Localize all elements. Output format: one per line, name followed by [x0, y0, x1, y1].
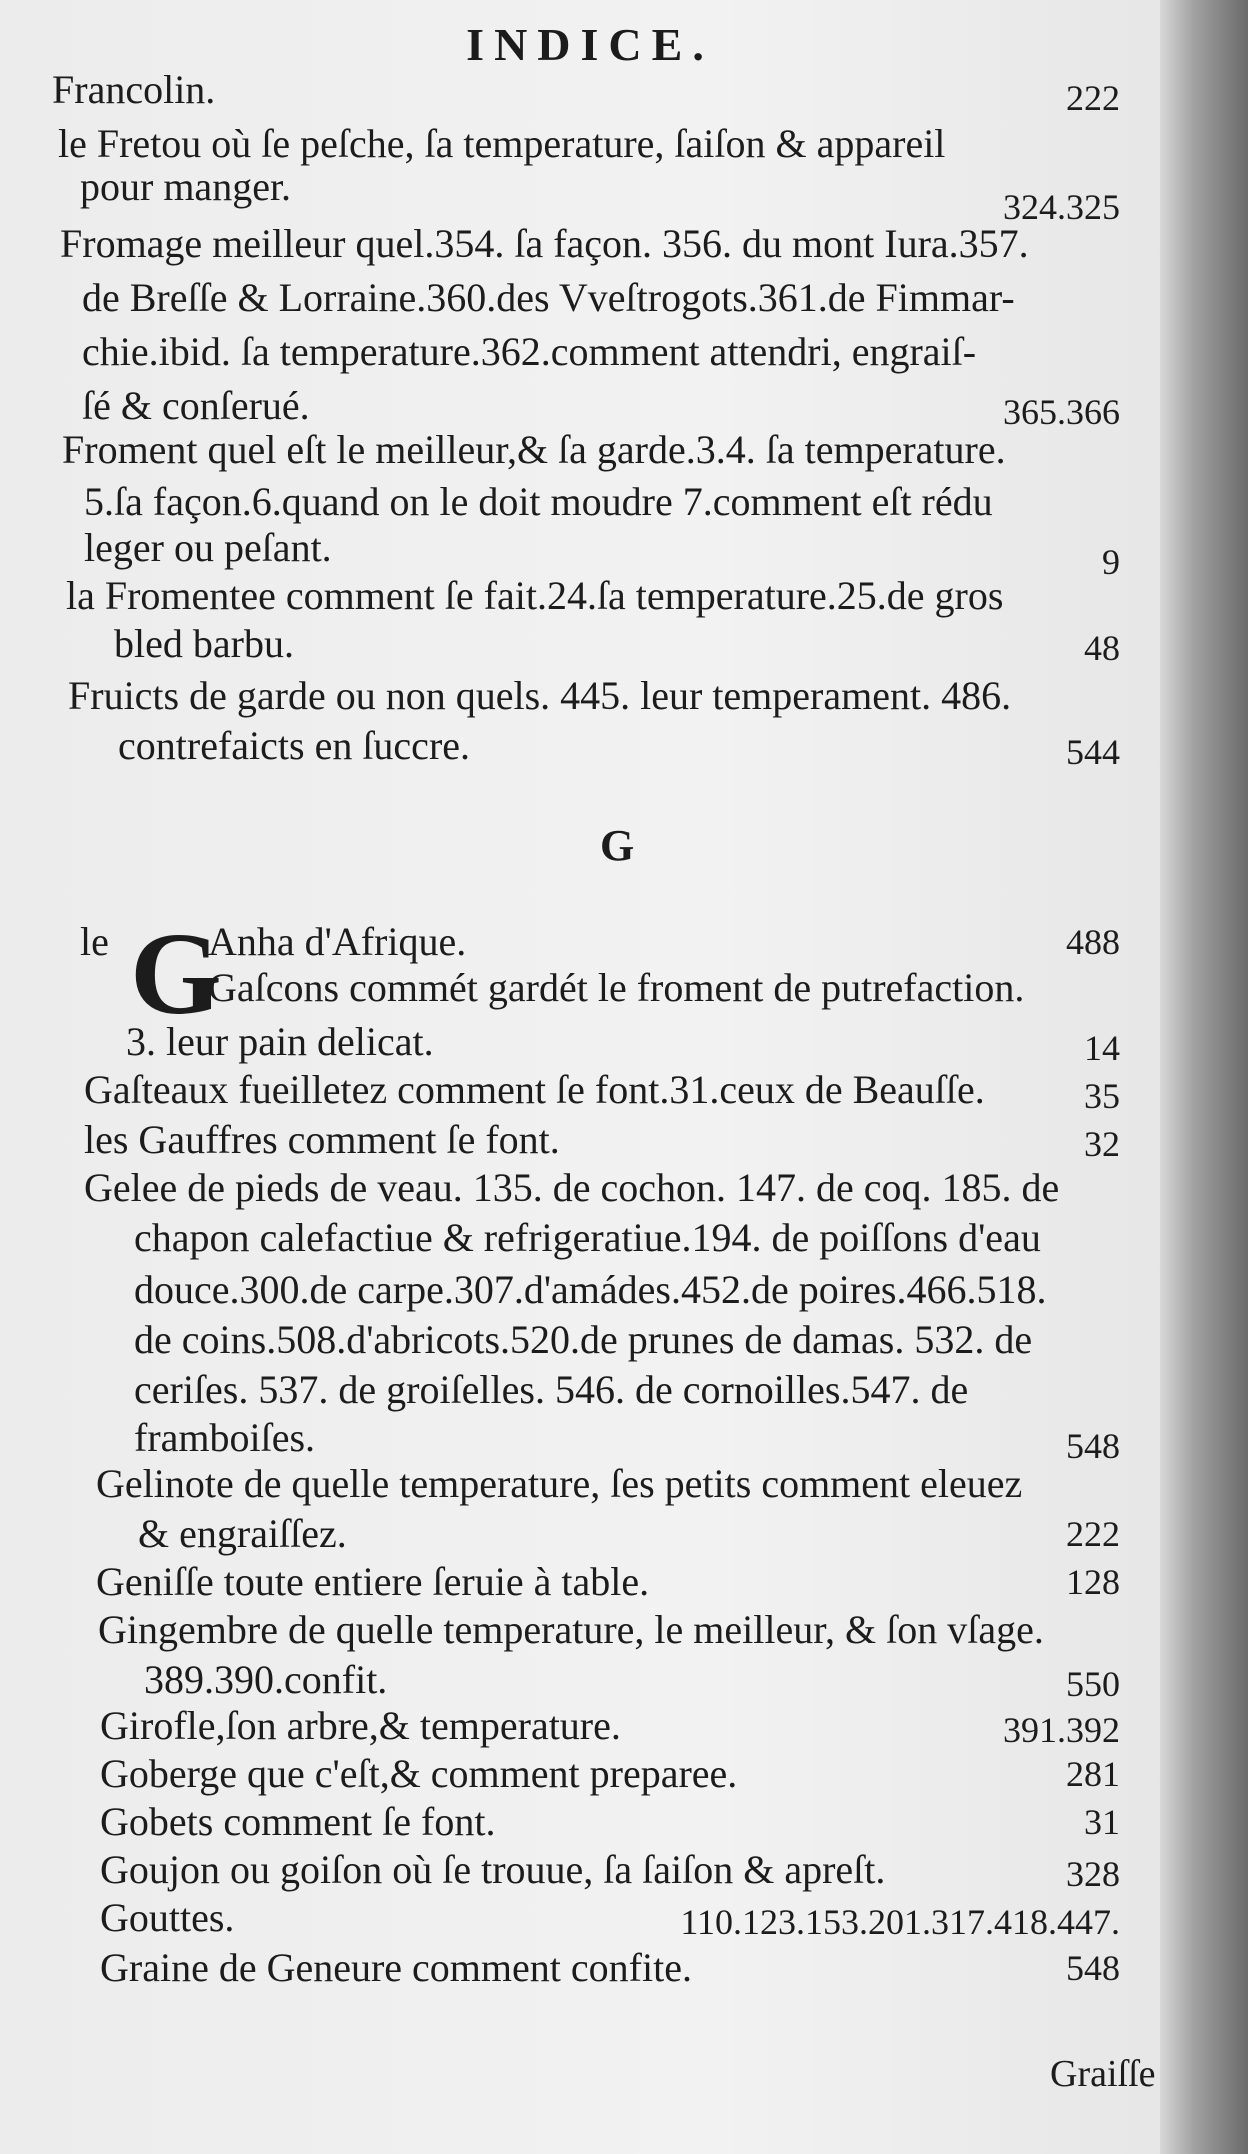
page-ref: 128: [1066, 1562, 1120, 1602]
page-edge-shadow: [1160, 0, 1248, 2154]
page-ref: 544: [1066, 732, 1120, 772]
page-ref: 488: [1066, 922, 1120, 962]
index-line: de Breſſe & Lorraine.360.des Vveſtrogots.361.de Fimmar-: [82, 275, 1015, 320]
index-line: Goberge que c'eſt,& comment preparee.: [100, 1751, 738, 1796]
index-line: 3. leur pain delicat.: [126, 1019, 434, 1064]
page-ref: 365.366: [1003, 392, 1120, 432]
index-line: le Fretou où ſe peſche, ſa temperature, ſaiſon & appareil: [58, 121, 946, 166]
index-line: Francolin.: [52, 67, 216, 112]
index-line: Geniſſe toute entiere ſeruie à table.: [96, 1559, 650, 1604]
drop-capital: G: [130, 908, 222, 1039]
index-line: Gaſteaux fueilletez comment ſe font.31.ceux de Beauſſe.: [84, 1067, 985, 1112]
index-line: Girofle,ſon arbre,& temperature.: [100, 1703, 621, 1748]
page-ref: 324.325: [1003, 187, 1120, 227]
page-ref: 281: [1066, 1754, 1120, 1794]
index-line: Graine de Geneure comment confite.: [100, 1945, 692, 1990]
page-ref: 31: [1084, 1802, 1120, 1842]
index-article: le: [80, 919, 109, 964]
index-line: pour manger.: [80, 164, 292, 209]
index-line: contrefaicts en ſuccre.: [118, 723, 471, 768]
index-line: la Fromentee comment ſe fait.24.ſa temperature.25.de gros: [66, 573, 1004, 618]
page-ref: 48: [1084, 628, 1120, 668]
index-line: Goujon ou goiſon où ſe trouue, ſa ſaiſon & apreſt.: [100, 1847, 886, 1892]
index-line: Froment quel eſt le meilleur,& ſa garde.3.4. ſa temperature.: [62, 427, 1006, 472]
page-ref: 328: [1066, 1854, 1120, 1894]
index-line: chie.ibid. ſa temperature.362.comment attendri, engraiſ-: [82, 329, 977, 374]
index-line: Anha d'Afrique.: [208, 919, 467, 964]
section-letter: G: [600, 821, 635, 870]
page-ref: 9: [1102, 542, 1120, 582]
page-ref: 548: [1066, 1948, 1120, 1988]
index-line: de coins.508.d'abricots.520.de prunes de damas. 532. de: [134, 1317, 1033, 1362]
page-ref: 391.392: [1003, 1710, 1120, 1750]
index-line: bled barbu.: [114, 621, 294, 666]
index-line: douce.300.de carpe.307.d'amádes.452.de poires.466.518.: [134, 1267, 1047, 1312]
page-ref: 32: [1084, 1124, 1120, 1164]
index-line: Fromage meilleur quel.354. ſa façon. 356. du mont Iura.357.: [60, 221, 1029, 266]
page-header: INDICE.: [466, 19, 714, 70]
index-line: Gaſcons commét gardét le froment de putrefaction.: [208, 965, 1025, 1010]
page-ref: 222: [1066, 78, 1120, 118]
page-ref: 550: [1066, 1664, 1120, 1704]
index-line: framboiſes.: [134, 1415, 316, 1460]
index-line: Gingembre de quelle temperature, le meilleur, & ſon vſage.: [98, 1607, 1044, 1652]
index-line: leger ou peſant.: [84, 525, 332, 570]
page-ref: 548: [1066, 1426, 1120, 1466]
catchword: Graiſſe: [1050, 2053, 1156, 2095]
index-line: 5.ſa façon.6.quand on le doit moudre 7.comment eſt rédu: [84, 479, 993, 524]
index-line: ceriſes. 537. de groiſelles. 546. de cornoilles.547. de: [134, 1367, 969, 1412]
index-line: Fruicts de garde ou non quels. 445. leur temperament. 486.: [68, 673, 1012, 718]
index-line: 389.390.confit.: [144, 1657, 388, 1702]
index-line: les Gauffres comment ſe font.: [84, 1117, 560, 1162]
index-line: Gelee de pieds de veau. 135. de cochon. 147. de coq. 185. de: [84, 1165, 1060, 1210]
index-line: & engraiſſez.: [138, 1511, 347, 1556]
index-line: Gobets comment ſe font.: [100, 1799, 496, 1844]
index-line: ſé & conſerué.: [82, 383, 310, 428]
page-ref: 35: [1084, 1076, 1120, 1116]
index-line: Gouttes.: [100, 1895, 235, 1940]
page-ref: 14: [1084, 1028, 1120, 1068]
page-ref: 222: [1066, 1514, 1120, 1554]
page-ref: 110.123.153.201.317.418.447.: [680, 1902, 1120, 1942]
index-line: chapon calefactiue & refrigeratiue.194. de poiſſons d'eau: [134, 1215, 1041, 1260]
index-line: Gelinote de quelle temperature, ſes petits comment eleuez: [96, 1461, 1023, 1506]
